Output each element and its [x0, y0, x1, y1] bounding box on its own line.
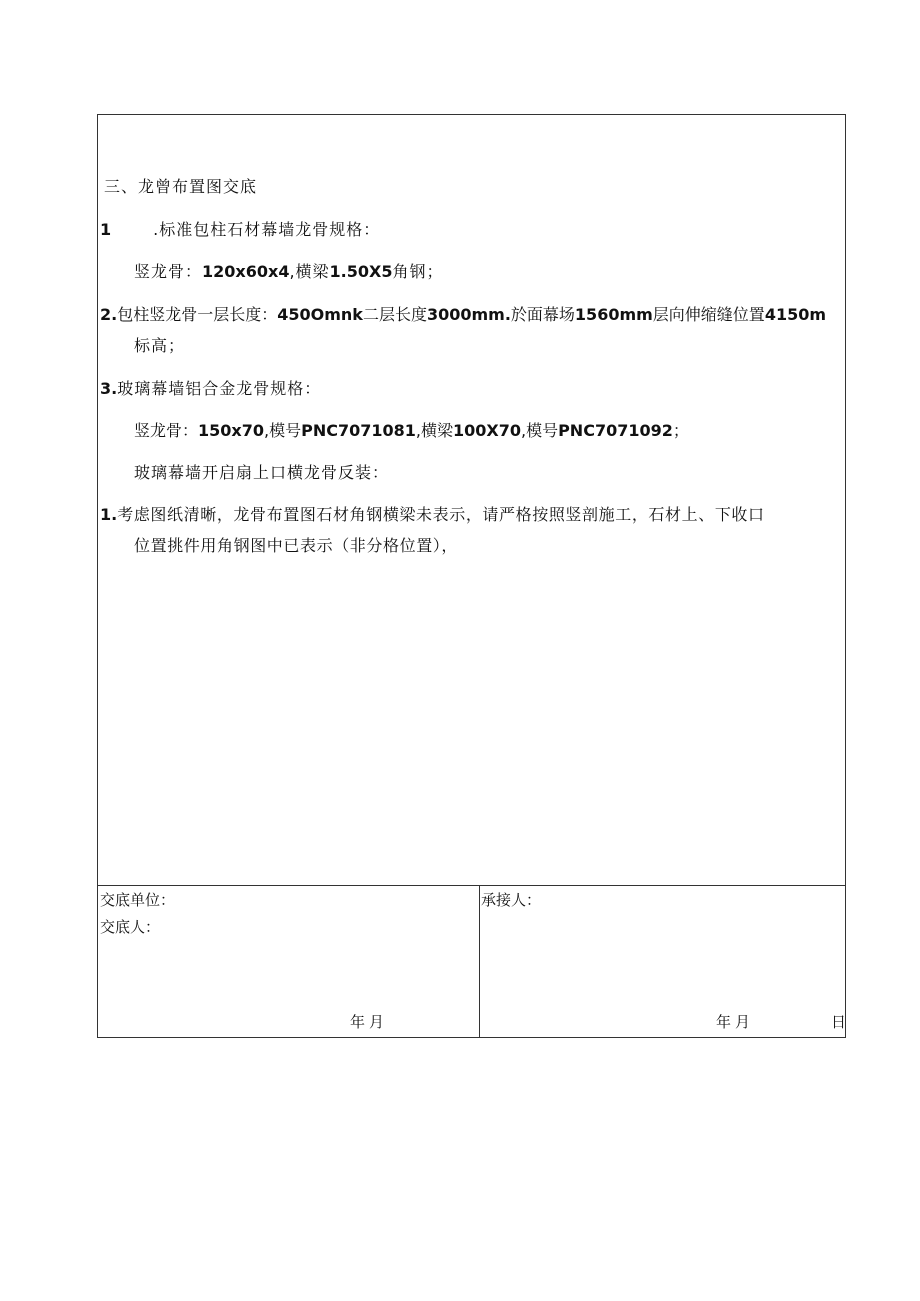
item-4-text: 考虑图纸清晰，龙骨布置图石材角钢横梁未表示，请严格按照竖剖施工，石材上、下收口: [117, 505, 765, 524]
spec-beam: 1.50X5: [329, 262, 393, 281]
item-4-number: 1.: [100, 505, 118, 524]
spec3-p3: ,模号: [520, 421, 559, 440]
item-1-spec: [134, 262, 444, 282]
section-heading: 三、龙曾布置图交底: [104, 177, 258, 196]
handover-form: [97, 114, 846, 1038]
spec-sep: ,横梁: [289, 262, 330, 281]
receiver-label: 承接人：: [481, 891, 542, 909]
item-3-text: 玻璃幕墙铝合金龙骨规格：: [117, 379, 322, 398]
item-1-text: .标准包柱石材幕墙龙骨规格：: [153, 220, 381, 239]
right-date-label: 年月: [716, 1013, 755, 1031]
spec-tail: 角钢；: [392, 262, 444, 281]
item-2-number: 2.: [100, 305, 118, 324]
spec-label: 竖龙骨：: [134, 262, 203, 281]
item-2-v4: 4150m: [764, 305, 827, 324]
spec3-p1: ,模号: [264, 421, 302, 440]
item-1: [100, 220, 380, 240]
spec3-v1: 150x70: [198, 421, 264, 440]
item-2-v2: 3000mm.: [426, 305, 511, 324]
item-3-spec: [134, 421, 689, 441]
spec3-tail: ；: [672, 421, 689, 440]
right-day-label: 日: [831, 1013, 847, 1031]
item-2-p2: 二层长度: [362, 305, 427, 324]
spec3-p2: ,横梁: [415, 421, 453, 440]
item-2: [100, 305, 826, 325]
footer-left-cell: [98, 885, 480, 1037]
item-2-v1: 450Omnk: [277, 305, 363, 324]
content-area: [98, 115, 845, 886]
footer-right-cell: [480, 885, 845, 1037]
item-2-p4: 层向伸缩缝位置: [652, 305, 765, 324]
spec-vertical: 120x60x4: [202, 262, 290, 281]
item-1-number: 1: [100, 220, 112, 239]
spec3-label: 竖龙骨：: [134, 421, 199, 440]
item-4-continuation: 位置挑件用角钢图中已表示（非分格位置），: [134, 536, 459, 555]
item-2-p1: 包柱竖龙骨一层长度：: [117, 305, 278, 324]
item-4: [100, 505, 765, 525]
glass-note: 玻璃幕墙开启扇上口横龙骨反装：: [134, 463, 390, 482]
left-date-label: 年月: [350, 1013, 389, 1031]
handover-person-label: 交底人：: [100, 918, 161, 936]
handover-unit-label: 交底单位：: [100, 891, 176, 909]
item-2-p3: 於面幕场: [510, 305, 575, 324]
spec3-v4: PNC7071092: [558, 421, 673, 440]
spec3-v3: 100X70: [452, 421, 521, 440]
item-3: [100, 379, 321, 399]
item-3-number: 3.: [100, 379, 118, 398]
item-2-v3: 1560mm: [574, 305, 653, 324]
spec3-v2: PNC7071081: [301, 421, 416, 440]
item-2-continuation: 标高；: [134, 336, 186, 355]
